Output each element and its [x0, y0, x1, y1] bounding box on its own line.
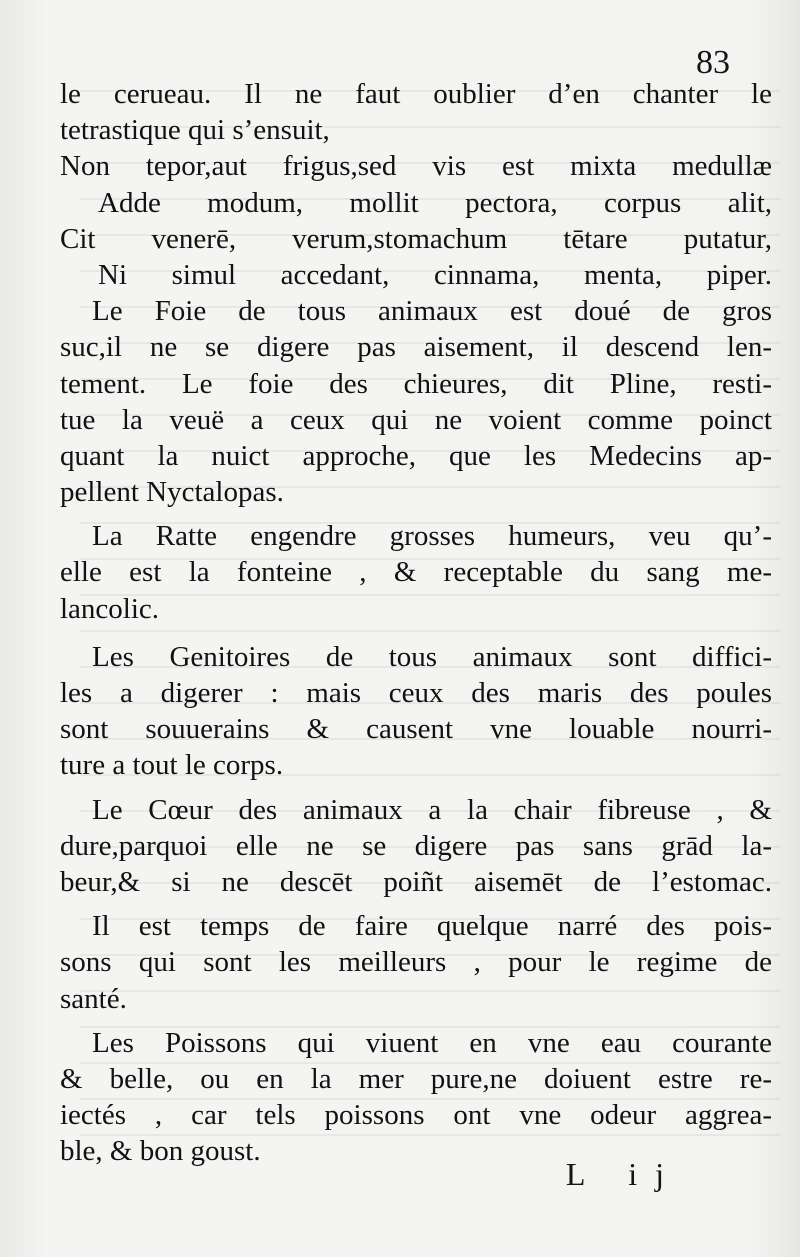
text-line: tue la veuë a ceux qui ne voient comme poinct [60, 403, 772, 436]
page-number: 83 [696, 44, 730, 81]
text-line: Les Poissons qui viuent en vne eau courante [92, 1026, 772, 1059]
text-line: Les Genitoires de tous animaux sont diffici- [92, 640, 772, 673]
text-line: les a digerer : mais ceux des maris des poules [60, 677, 772, 709]
text-line: santé. [60, 982, 127, 1015]
text-line: sons qui sont les meilleurs , pour le regime de [60, 946, 772, 979]
text-line: Adde modum, mollit pectora, corpus alit, [98, 186, 772, 219]
text-line: dure,parquoi elle ne se digere pas sans grād la- [60, 829, 772, 862]
text-line: Le Cœur des animaux a la chair fibreuse , & [92, 793, 772, 826]
text-line: Cit venerē, verum,stomachum tētare putatur, [60, 222, 772, 255]
text-line: Le Foie de tous animaux est doué de gros [92, 295, 772, 328]
text-line: iectés , car tels poissons ont vne odeur aggrea- [60, 1099, 772, 1132]
text-line: Il est temps de faire quelque narré des pois- [92, 910, 772, 943]
text-line: pellent Nyctalopas. [60, 476, 284, 509]
text-line: tement. Le foie des chieures, dit Pline, resti- [60, 367, 772, 400]
text-line: tetrastique qui s’ensuit, [60, 114, 330, 147]
text-line: La Ratte engendre grosses humeurs, veu qu’- [92, 520, 772, 553]
text-line: ture a tout le corps. [60, 749, 284, 782]
signature-mark: L ij [565, 1156, 682, 1192]
text-line: sont souuerains & causent vne louable nourri- [60, 713, 772, 746]
text-line: Ni simul accedant, cinnama, menta, piper. [98, 258, 772, 291]
text-line: lancolic. [60, 592, 160, 625]
text-line: & belle, ou en la mer pure,ne doiuent estre re- [60, 1062, 772, 1095]
text-line: Non tepor,aut frigus,sed vis est mixta medullæ [60, 150, 772, 183]
body-text [60, 76, 772, 1169]
text-line: beur,& si ne descēt poiñt aisemēt de l’estomac. [60, 865, 772, 898]
text-line: suc,il ne se digere pas aisement, il descend len- [60, 331, 772, 364]
text-line: elle est la fonteine , & receptable du sang me- [60, 556, 772, 589]
text-line: quant la nuict approche, que les Medecins ap- [60, 439, 772, 472]
text-line: le cerueau. Il ne faut oublier d’en chanter le [60, 78, 772, 110]
text-line: ble, & bon goust. [60, 1135, 261, 1168]
